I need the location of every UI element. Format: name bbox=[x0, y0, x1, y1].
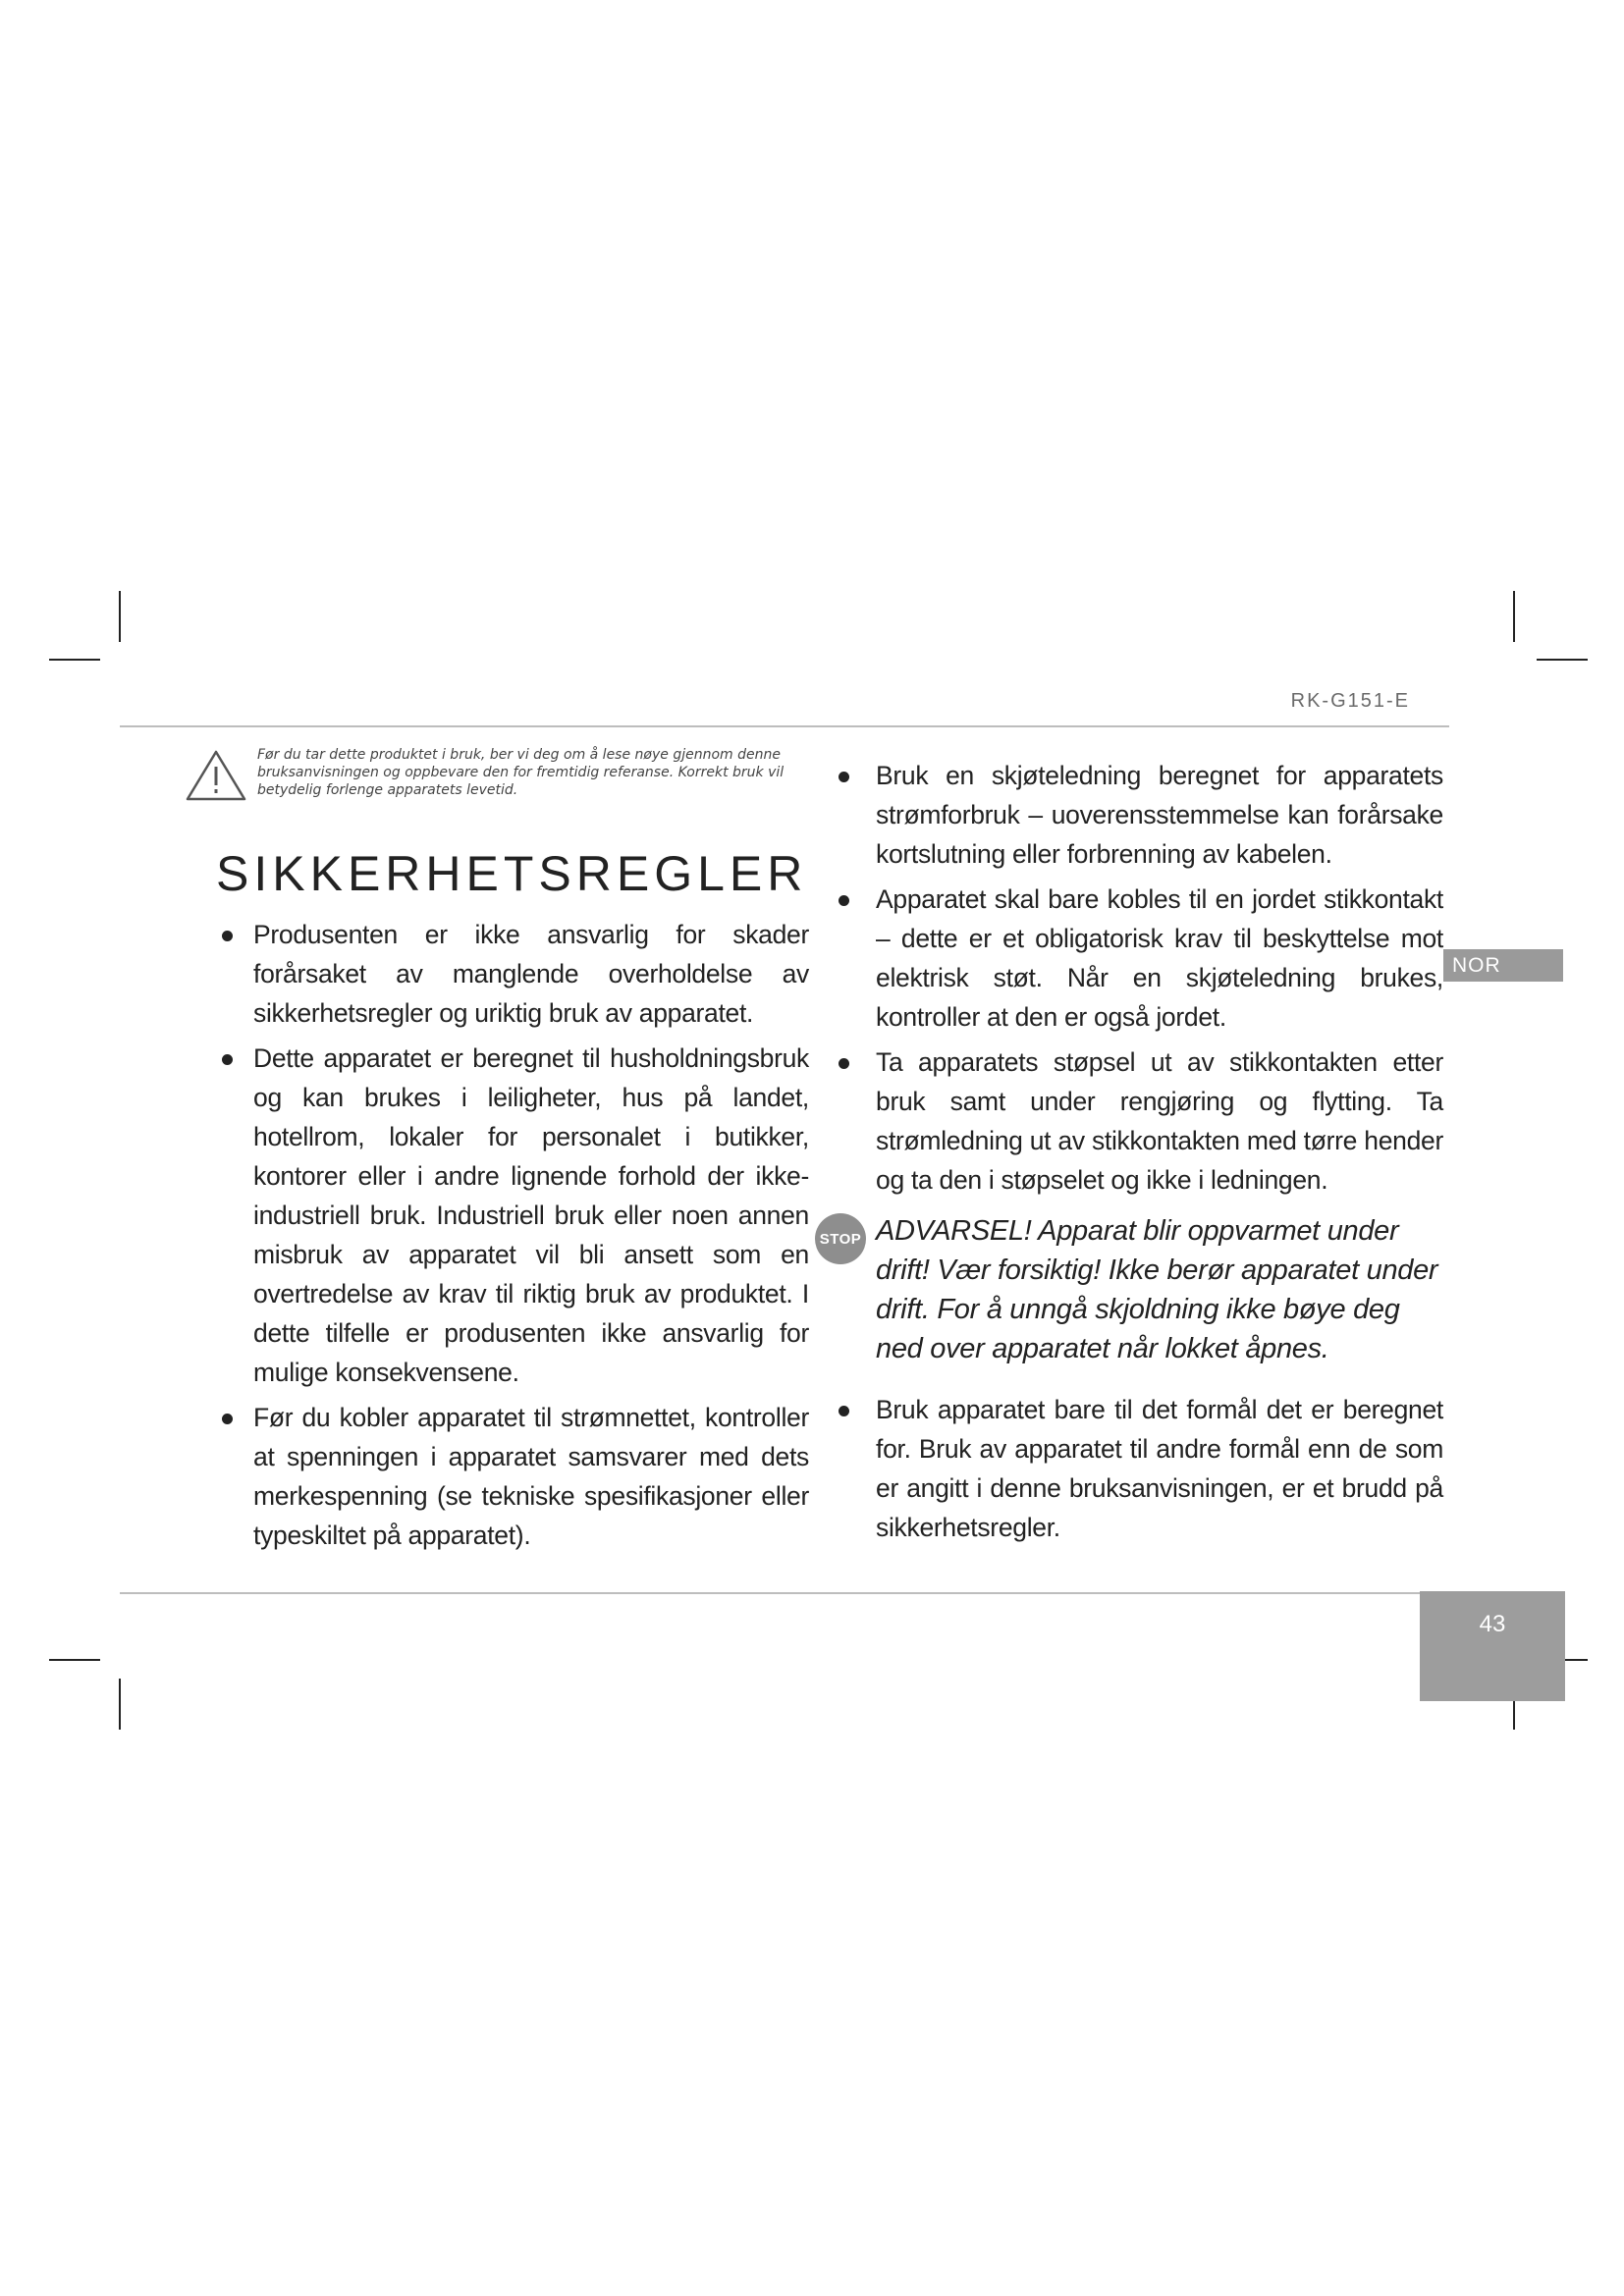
intro-note bbox=[185, 746, 809, 803]
crop-mark bbox=[1537, 659, 1588, 661]
list-item bbox=[185, 915, 809, 1033]
bullet-icon bbox=[222, 1054, 233, 1065]
rules-list-left bbox=[185, 915, 809, 1555]
bullet-icon bbox=[839, 895, 849, 906]
bullet-icon bbox=[839, 1058, 849, 1069]
list-item bbox=[815, 756, 1443, 874]
stop-icon: STOP bbox=[815, 1213, 866, 1264]
stop-warning bbox=[815, 1211, 1443, 1368]
warning-triangle-icon bbox=[185, 748, 247, 803]
list-item bbox=[185, 1398, 809, 1555]
bullet-icon bbox=[222, 931, 233, 941]
right-column bbox=[815, 756, 1443, 1553]
list-item-text: Produsenten er ikke ansvarlig for skader forårsaket av manglende overholdelse av sikkerhetsregler og uriktig bruk av apparatet. bbox=[253, 920, 809, 1028]
crop-mark bbox=[119, 1679, 121, 1730]
crop-mark bbox=[119, 591, 121, 642]
list-item bbox=[815, 1390, 1443, 1547]
language-tab: NOR bbox=[1443, 949, 1563, 982]
list-item-text: Apparatet skal bare kobles til en jordet stikkontakt – dette er et obligatorisk krav til beskyttelse mot elektrisk støt. Når en skjøteledning brukes, kontroller at den er også jordet. bbox=[876, 884, 1443, 1032]
section-title: SIKKERHETSREGLER bbox=[216, 846, 808, 901]
rules-list-right-top bbox=[815, 756, 1443, 1200]
bullet-icon bbox=[839, 772, 849, 782]
footer-rule bbox=[120, 1592, 1420, 1594]
crop-mark bbox=[1513, 591, 1515, 642]
header-rule bbox=[120, 725, 1449, 727]
list-item-text: Bruk en skjøteledning beregnet for apparatets strømforbruk – uoverensstemmelse kan forårsake kortslutning eller forbrenning av kabelen. bbox=[876, 761, 1443, 869]
crop-mark bbox=[49, 659, 100, 661]
list-item-text: Dette apparatet er beregnet til husholdningsbruk og kan brukes i leiligheter, hus på landet, hotellrom, lokaler for personalet i butikker, kontorer eller i andre lignende forhold der ikke-industriell bruk. Industriell bruk eller noen annen misbruk av apparatet vil bli ansett som en overtredelse av krav til riktig bruk av produktet. I dette tilfelle er produsenten ikke ansvarlig for mulige konsekvensene. bbox=[253, 1043, 809, 1387]
left-column bbox=[185, 746, 809, 1561]
crop-mark bbox=[49, 1659, 100, 1661]
intro-text: Før du tar dette produktet i bruk, ber vi deg om å lese nøye gjennom denne bruksanvisningen og oppbevare den for fremtidig referanse. Korrekt bruk vil betydelig forlenge apparatets levetid. bbox=[257, 747, 785, 798]
list-item bbox=[815, 1042, 1443, 1200]
list-item-text: Før du kobler apparatet til strømnettet, kontroller at spenningen i apparatet samsvarer med dets merkespenning (se tekniske spesifikasjoner eller typeskiltet på apparatet). bbox=[253, 1403, 809, 1550]
bullet-icon bbox=[222, 1414, 233, 1424]
list-item-text: Bruk apparatet bare til det formål det er beregnet for. Bruk av apparatet til andre formål enn de som er angitt i denne bruksanvisningen, er et brudd på sikkerhetsregler. bbox=[876, 1395, 1443, 1542]
page-number: 43 bbox=[1420, 1591, 1565, 1701]
rules-list-right-bottom bbox=[815, 1390, 1443, 1547]
bullet-icon bbox=[839, 1406, 849, 1416]
model-code: RK-G151-E bbox=[1290, 690, 1410, 712]
list-item-text: Ta apparatets støpsel ut av stikkontakten etter bruk samt under rengjøring og flytting. Ta strømledning ut av stikkontakten med tørre hender og ta den i støpselet og ikke i ledningen. bbox=[876, 1047, 1443, 1195]
list-item bbox=[185, 1039, 809, 1392]
warning-text: ADVARSEL! Apparat blir oppvarmet under drift! Vær forsiktig! Ikke berør apparatet under drift. For å unngå skjoldning ikke bøye deg ned over apparatet når lokket åpnes. bbox=[876, 1215, 1438, 1364]
list-item bbox=[815, 880, 1443, 1037]
